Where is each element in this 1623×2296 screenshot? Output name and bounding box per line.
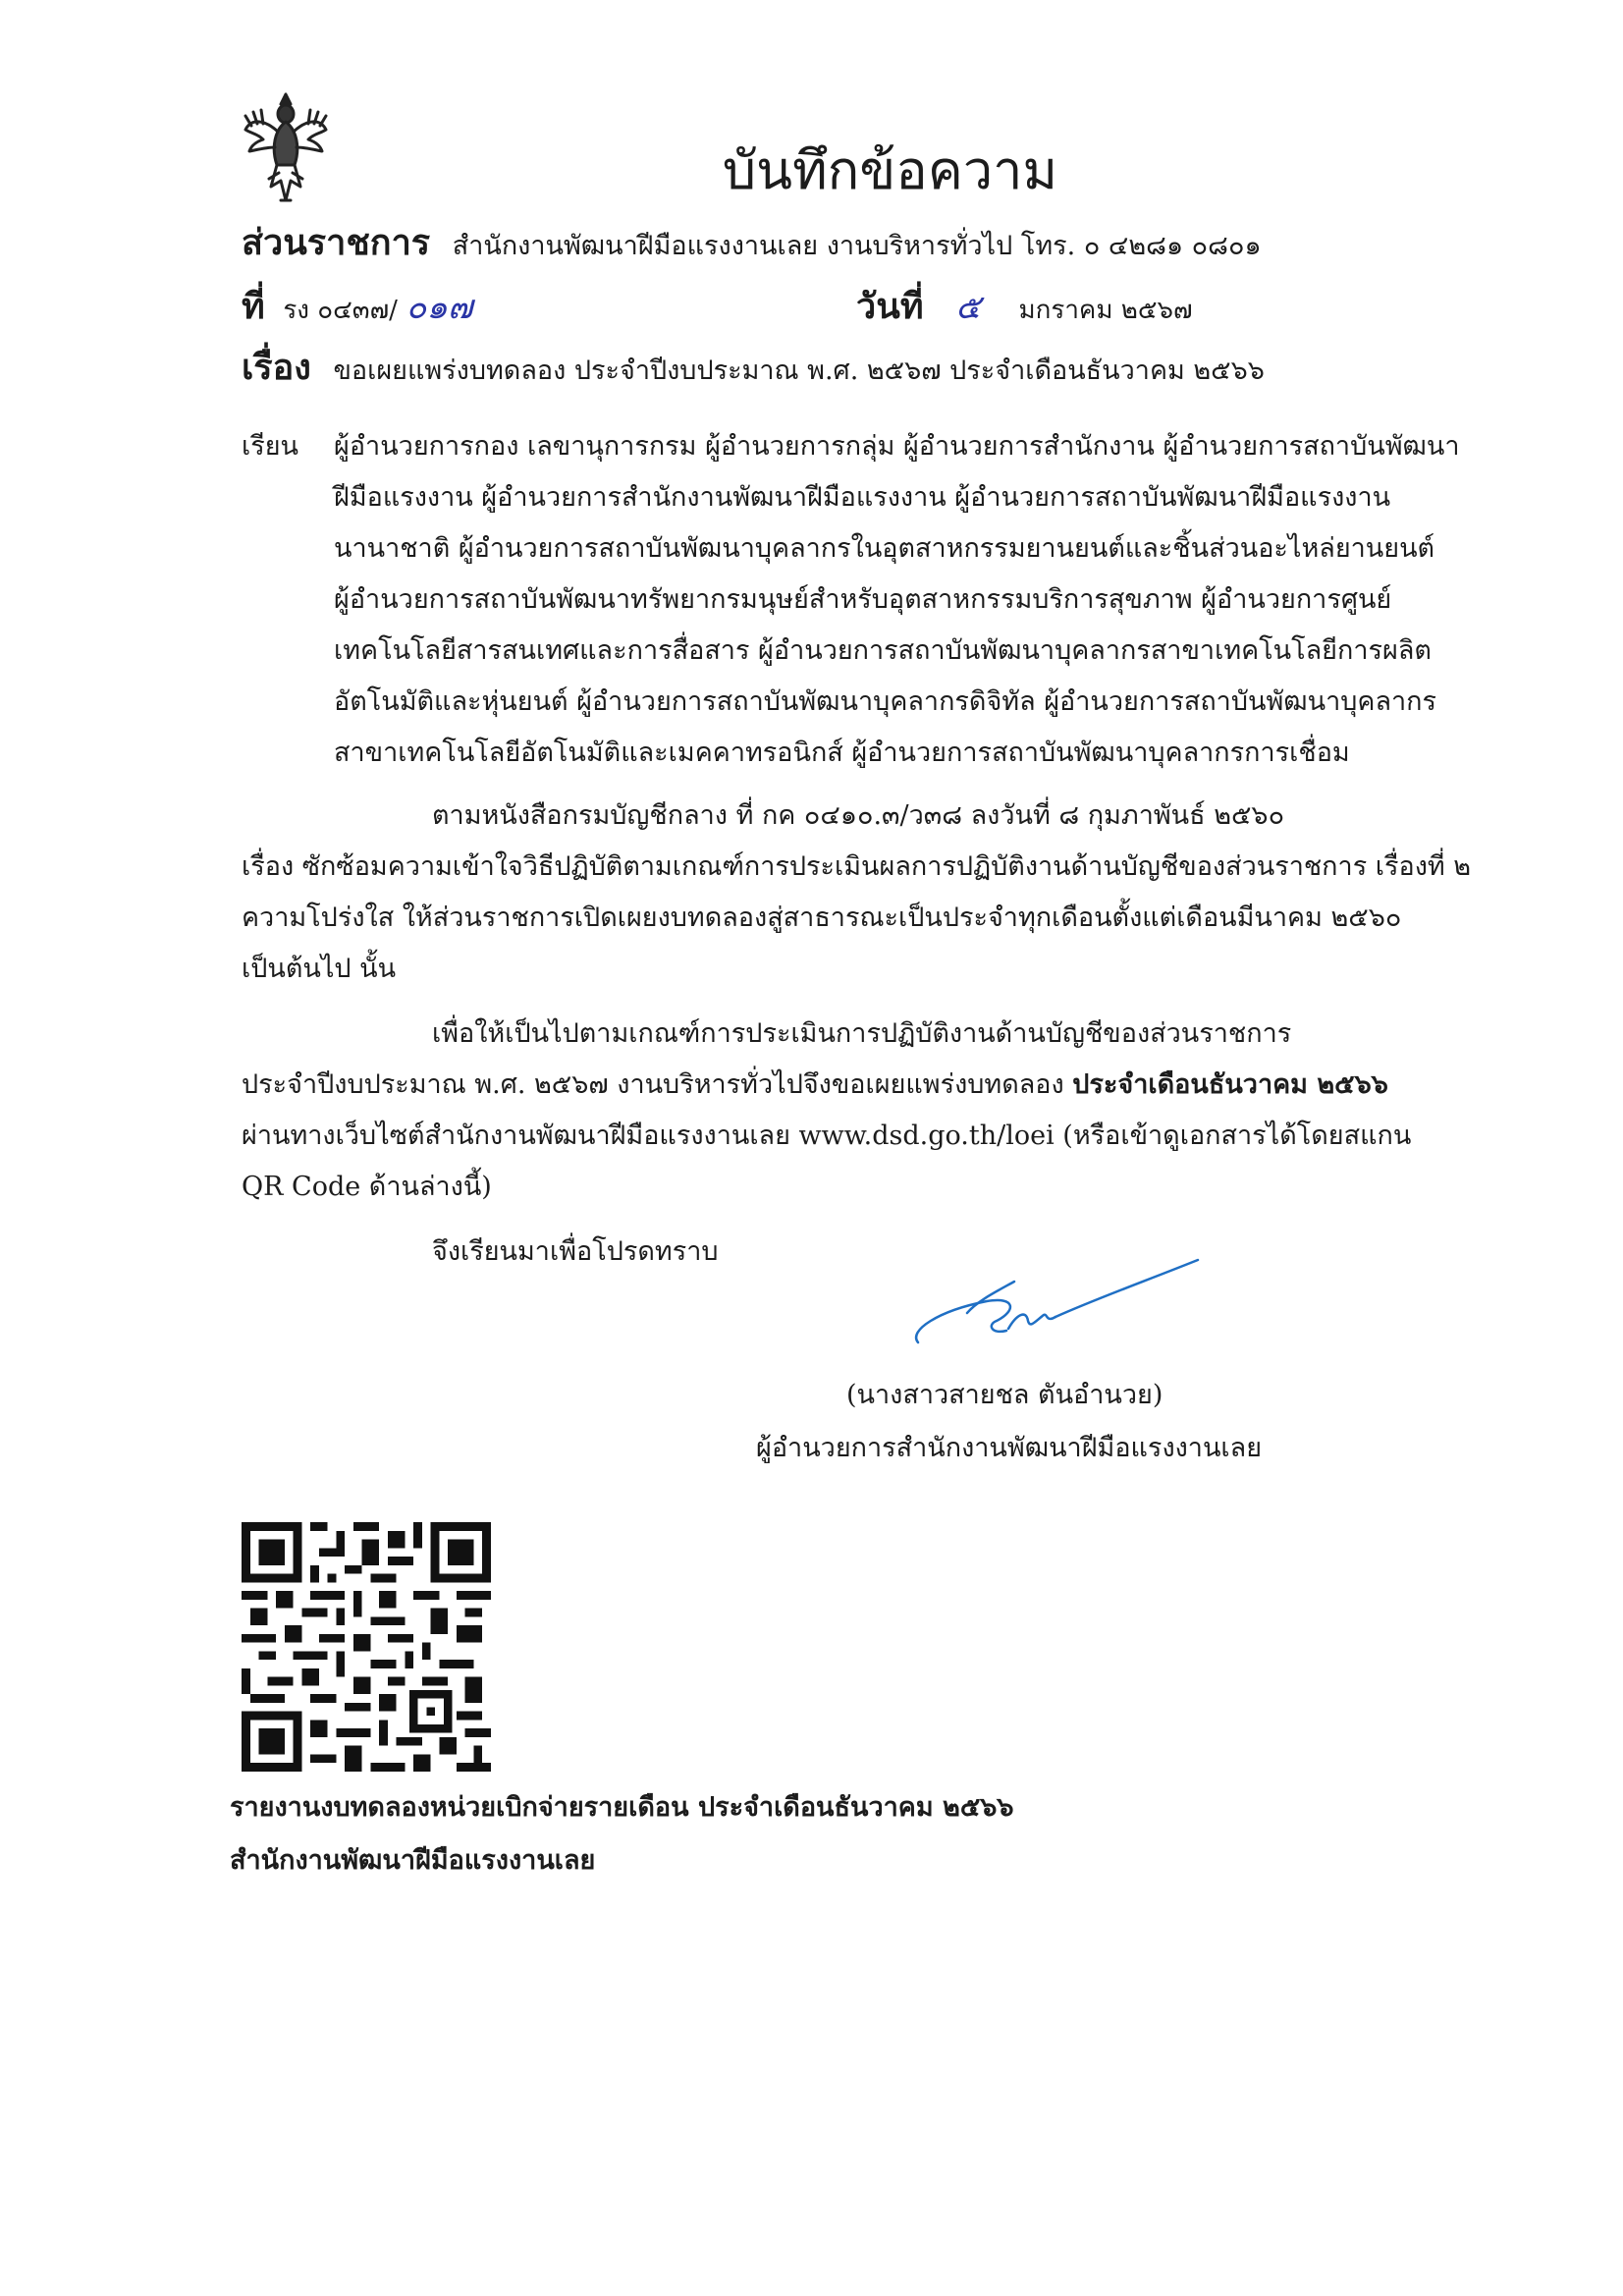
addressee-line: ผู้อำนวยการกอง เลขานุการกรม ผู้อำนวยการกลุ่ม ผู้อำนวยการสำนักงาน ผู้อำนวยการสถาบันพัฒนา — [334, 431, 1460, 462]
paragraph-2-line: ผ่านทางเว็บไซต์สำนักงานพัฒนาฝีมือแรงงานเลย www.dsd.go.th/loei (หรือเข้าดูเอกสารได้โดยสแกน — [242, 1121, 1412, 1151]
paragraph-1-line: ตามหนังสือกรมบัญชีกลาง ที่ กค ๐๔๑๐.๓/ว๓๘ ลงวันที่ ๘ กุมภาพันธ์ ๒๕๖๐ — [432, 800, 1285, 831]
date-day-handwritten: ๕ — [955, 288, 981, 327]
date-value: มกราคม ๒๕๖๗ — [1018, 296, 1193, 325]
date-row — [856, 278, 1193, 334]
addressee-label: เรียน — [242, 431, 299, 462]
memo-title: บันทึกข้อความ — [722, 139, 1058, 201]
agency-row — [242, 214, 1262, 270]
reference-value: รง ๐๔๓๗/ — [283, 296, 398, 325]
signature-scribble-icon — [898, 1252, 1203, 1360]
reference-handwritten-number: ๐๑๗ — [406, 288, 473, 327]
footer-office-name: สำนักงานพัฒนาฝีมือแรงงานเลย — [230, 1845, 596, 1876]
subject-row — [242, 339, 1265, 395]
subject-value: ขอเผยแพร่งบทดลอง ประจำปีงบประมาณ พ.ศ. ๒๕๖๗ ประจำเดือนธันวาคม ๒๕๖๖ — [333, 355, 1265, 386]
paragraph-1-line: ความโปร่งใส ให้ส่วนราชการเปิดเผยงบทดลองสู่สาธารณะเป็นประจำทุกเดือนตั้งแต่เดือนมีนาคม ๒๕๖๐ — [242, 902, 1402, 933]
signatory-name: (นางสาวสายชล ตันอำนวย) — [846, 1380, 1163, 1410]
signatory-position: ผู้อำนวยการสำนักงานพัฒนาฝีมือแรงงานเลย — [756, 1433, 1263, 1463]
closing-line: จึงเรียนมาเพื่อโปรดทราบ — [432, 1236, 719, 1267]
addressee-line: ฝีมือแรงงาน ผู้อำนวยการสำนักงานพัฒนาฝีมือแรงงาน ผู้อำนวยการสถาบันพัฒนาฝีมือแรงงาน — [334, 482, 1391, 513]
paragraph-2-line: QR Code ด้านล่างนี้) — [242, 1172, 492, 1202]
date-label: วันที่ — [856, 286, 924, 327]
addressee-line: สาขาเทคโนโลยีอัตโนมัติและเมคคาทรอนิกส์ ผู้อำนวยการสถาบันพัฒนาบุคลากรการเชื่อม — [334, 738, 1350, 768]
paragraph-2-line: เพื่อให้เป็นไปตามเกณฑ์การประเมินการปฏิบัติงานด้านบัญชีของส่วนราชการ — [432, 1018, 1292, 1049]
paragraph-1-line: เป็นต้นไป นั้น — [242, 954, 397, 984]
paragraph-1-line: เรื่อง ซักซ้อมความเข้าใจวิธีปฏิบัติตามเกณฑ์การประเมินผลการปฏิบัติงานด้านบัญชีของส่วนราชการ เรื่องที่ ๒ — [242, 851, 1472, 882]
paragraph-2-text: ประจำปีงบประมาณ พ.ศ. ๒๕๖๗ งานบริหารทั่วไปจึงขอเผยแพร่งบทดลอง — [242, 1069, 1064, 1100]
agency-label: ส่วนราชการ — [242, 222, 431, 263]
addressee-line: นานาชาติ ผู้อำนวยการสถาบันพัฒนาบุคลากรในอุตสาหกรรมยานยนต์และชิ้นส่วนอะไหล่ยานยนต์ — [334, 533, 1435, 564]
paragraph-2-bold-month: ประจำเดือนธันวาคม ๒๕๖๖ — [1072, 1069, 1388, 1100]
addressee-line: เทคโนโลยีสารสนเทศและการสื่อสาร ผู้อำนวยการสถาบันพัฒนาบุคลากรสาขาเทคโนโลยีการผลิต — [334, 635, 1432, 666]
paragraph-2-line — [242, 1063, 1388, 1105]
addressee-line: ผู้อำนวยการสถาบันพัฒนาทรัพยากรมนุษย์สำหรับอุตสาหกรรมบริการสุขภาพ ผู้อำนวยการศูนย์ — [334, 584, 1392, 615]
footer-report-title: รายงานงบทดลองหน่วยเบิกจ่ายรายเดือน ประจำเดือนธันวาคม ๒๕๖๖ — [230, 1792, 1014, 1823]
reference-row — [242, 278, 472, 334]
qr-code-icon — [242, 1522, 491, 1772]
subject-label: เรื่อง — [242, 347, 311, 388]
agency-value: สำนักงานพัฒนาฝีมือแรงงานเลย งานบริหารทั่วไป โทร. ๐ ๔๒๘๑ ๐๘๐๑ — [452, 231, 1262, 261]
reference-label: ที่ — [242, 286, 265, 327]
addressee-line: อัตโนมัติและหุ่นยนต์ ผู้อำนวยการสถาบันพัฒนาบุคลากรดิจิทัล ผู้อำนวยการสถาบันพัฒนาบุคลากร — [334, 686, 1437, 717]
